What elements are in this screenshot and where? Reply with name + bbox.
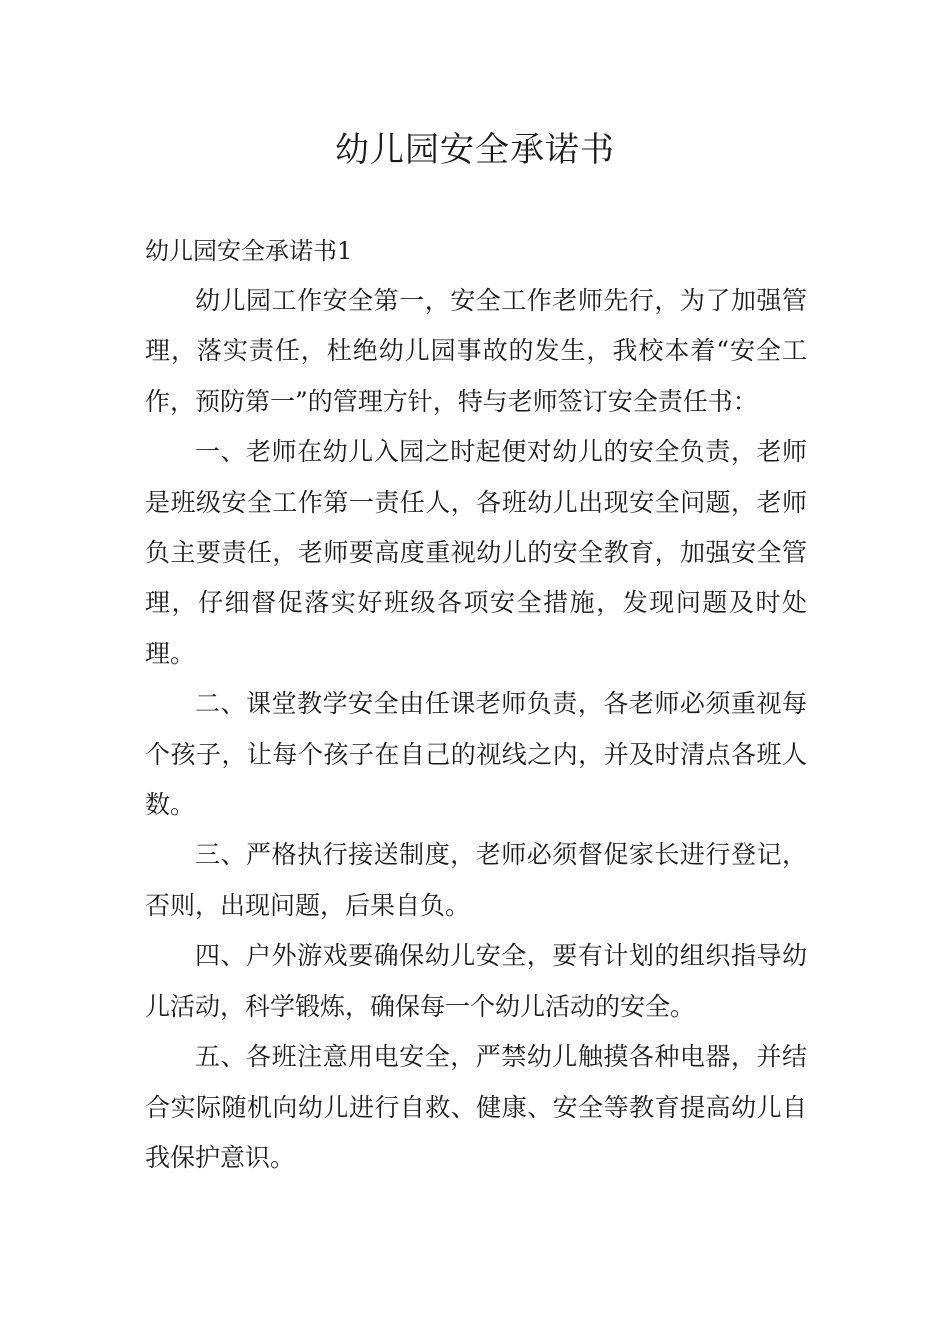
paragraph-item-2: 二、课堂教学安全由任课老师负责，各老师必须重视每个孩子，让每个孩子在自己的视线之内，并及时清点各班人数。: [145, 689, 807, 820]
document-title: 幼儿园安全承诺书: [335, 130, 615, 170]
paragraph-item-3: 三、严格执行接送制度，老师必须督促家长进行登记，否则，出现问题，后果自负。: [145, 840, 807, 920]
section-subtitle: 幼儿园安全承诺书1: [145, 237, 353, 265]
paragraph-intro: 幼儿园工作安全第一，安全工作老师先行，为了加强管理，落实责任，杜绝幼儿园事故的发生，我校本着“安全工作，预防第一”的管理方针，特与老师签订安全责任书：: [145, 286, 807, 416]
paragraph-item-4: 四、户外游戏要确保幼儿安全，要有计划的组织指导幼儿活动，科学锻炼，确保每一个幼儿活动的安全。: [145, 941, 807, 1021]
paragraph-item-5: 五、各班注意用电安全，严禁幼儿触摸各种电器，并结合实际随机向幼儿进行自救、健康、安全等教育提高幼儿自我保护意识。: [145, 1042, 807, 1172]
document-body: [145, 226, 807, 1183]
paragraph-item-1: 一、老师在幼儿入园之时起便对幼儿的安全负责，老师是班级安全工作第一责任人，各班幼儿出现安全问题，老师负主要责任，老师要高度重视幼儿的安全教育，加强安全管理，仔细督促落实好班级各项安全措施，发现问题及时处理。: [145, 437, 807, 668]
